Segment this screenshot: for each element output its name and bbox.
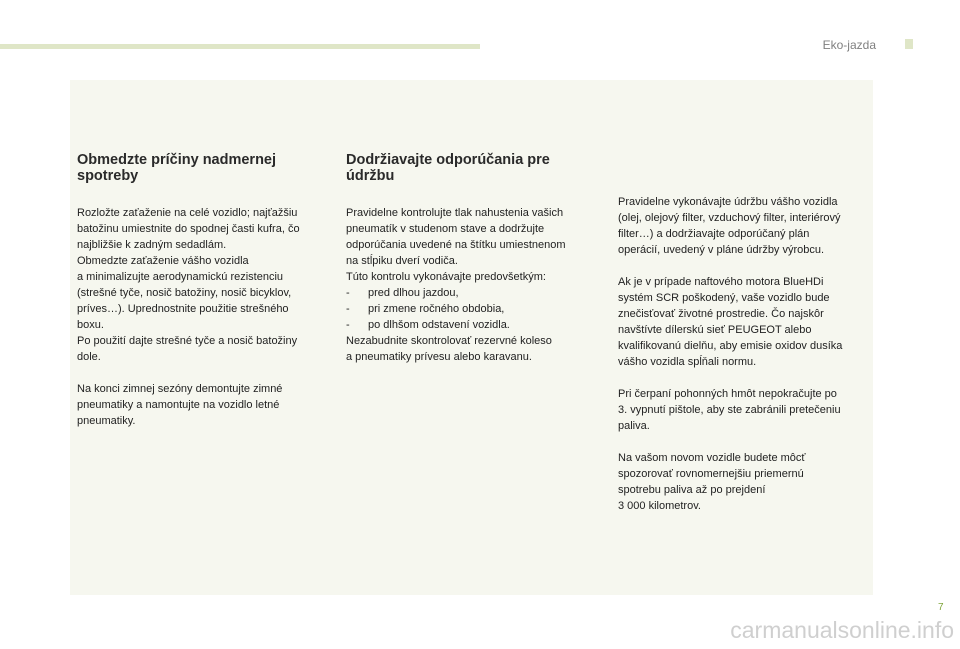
text-line: Túto kontrolu vykonávajte predovšetkým: [346,271,546,283]
text-line: spozorovať rovnomernejšiu priemernú [618,468,804,480]
heading-limit-causes [77,152,342,184]
paragraph-tyre-pressure [346,205,611,285]
paragraph-tyres-season [77,381,342,429]
header-accent-bar [0,44,480,49]
text-line: 3 000 kilometrov. [618,500,701,512]
paragraph-spare-wheel [346,333,611,365]
dash-bullet: - [346,303,350,315]
text-line: spotrebu paliva až po prejdení [618,484,766,496]
dash-bullet: - [346,287,350,299]
text-line: navštívte dílerskú sieť PEUGEOT alebo [618,324,812,336]
list-item [346,317,611,333]
paragraph-new-vehicle [618,450,876,514]
page-number: 7 [938,602,944,613]
text-line: boxu. [77,319,104,331]
text-line: Ak je v prípade naftového motora BlueHDi [618,276,824,288]
column-consumption [77,152,342,445]
text-line: a minimalizujte aerodynamickú rezistenciu [77,271,284,283]
dash-bullet: - [346,319,350,331]
text-line: najbližšie k zadným sedadlám. [77,239,227,251]
text-line: a pneumatiky prívesu alebo karavanu. [346,351,532,363]
text-line: Nezabudnite skontrolovať rezervné koleso [346,335,552,347]
text-line: (olej, olejový filter, vzduchový filter, interiérový [618,212,841,224]
text-line: kvalifikovanú dielňu, aby emisie oxidov dusíka [618,340,843,352]
section-marker [905,39,913,49]
text-line: batožinu umiestnite do spodnej časti kufra, čo [77,223,300,235]
heading-maintenance [346,152,611,184]
section-title: Eko-jazda [822,38,876,52]
bullet-list [346,285,611,333]
text-line: paliva. [618,420,650,432]
list-item-text: pred dlhou jazdou, [368,287,459,299]
text-line: znečisťovať životné prostredie. Čo najskôr [618,308,824,320]
list-item [346,301,611,317]
text-line: pneumatiky. [77,415,136,427]
text-line: odporúčania uvedené na štítku umiestnenom [346,239,566,251]
paragraph-bluehdi [618,274,876,370]
text-line: Na vašom novom vozidle budete môcť [618,452,806,464]
text-line: 3. vypnutí pištole, aby ste zabránili pretečeniu [618,404,841,416]
text-line: príves…). Uprednostnite použitie strešného [77,303,289,315]
text-line: Pravidelne vykonávajte údržbu vášho vozidla [618,196,838,208]
list-item-text: po dlhšom odstavení vozidla. [368,319,510,331]
text-line: Po použití dajte strešné tyče a nosič batožiny [77,335,298,347]
watermark: carmanualsonline.info [730,617,954,643]
text-line: Na konci zimnej sezóny demontujte zimné [77,383,283,395]
heading-line: Dodržiavajte odporúčania pre [346,152,550,168]
text-line: operácií, uvedený v pláne údržby výrobcu. [618,244,825,256]
text-line: pneumatiky a namontujte na vozidlo letné [77,399,280,411]
list-item [346,285,611,301]
text-line: Rozložte zaťaženie na celé vozidlo; najťažšiu [77,207,298,219]
paragraph-load [77,205,342,365]
text-line: (strešné tyče, nosič batožiny, nosič bicyklov, [77,287,292,299]
column-service [618,194,876,530]
text-line: Pravidelne kontrolujte tlak nahustenia vašich [346,207,564,219]
column-maintenance [346,152,611,381]
text-line: Pri čerpaní pohonných hmôt nepokračujte po [618,388,837,400]
paragraph-service [618,194,876,258]
text-line: na stĺpiku dverí vodiča. [346,255,458,267]
text-line: dole. [77,351,101,363]
list-item-text: pri zmene ročného obdobia, [368,303,505,315]
paragraph-refuelling [618,386,876,434]
text-line: filter…) a dodržiavajte odporúčaný plán [618,228,810,240]
text-line: vášho vozidla spĺňali normu. [618,356,757,368]
heading-line: Obmedzte príčiny nadmernej [77,152,277,168]
text-line: systém SCR poškodený, vaše vozidlo bude [618,292,830,304]
heading-line: údržbu [346,168,395,184]
text-line: Obmedzte zaťaženie vášho vozidla [77,255,249,267]
heading-line: spotreby [77,168,139,184]
text-line: pneumatík v studenom stave a dodržujte [346,223,545,235]
